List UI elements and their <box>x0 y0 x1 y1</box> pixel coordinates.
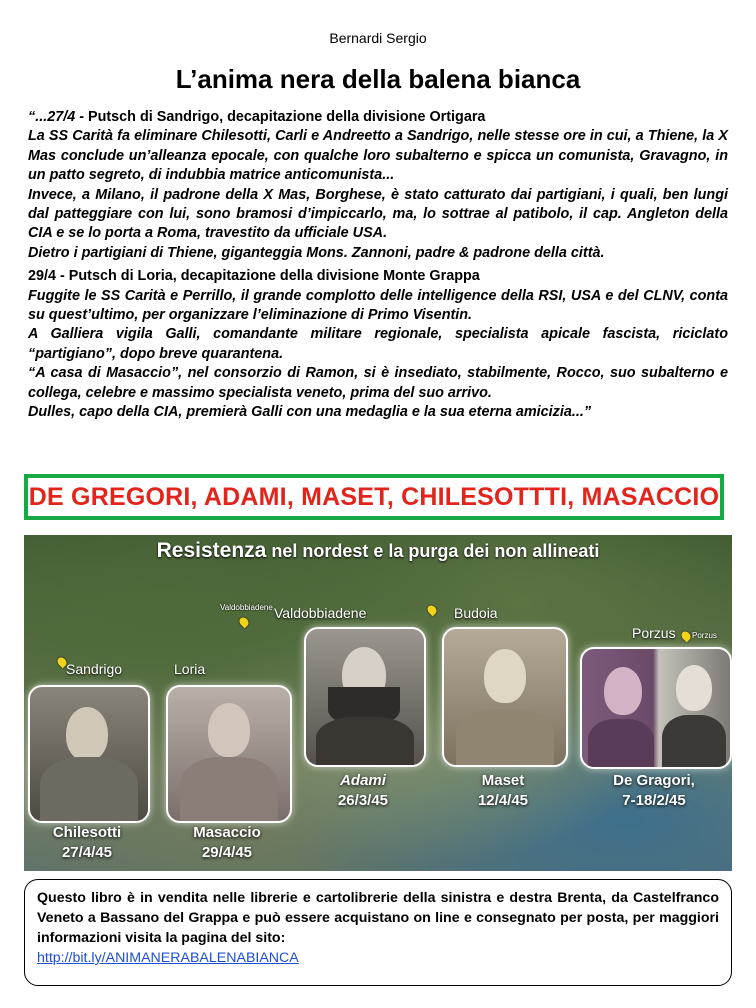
quote-open-date: “...27/4 - <box>28 109 84 125</box>
caption-maset-name: Maset <box>481 772 525 789</box>
caption-de-gregori-date: 7-18/2/45 <box>622 792 686 809</box>
body-text <box>28 108 728 423</box>
names-banner <box>24 474 724 520</box>
paragraph-4: Dietro i partigiani di Thiene, giganteggia Mons. Zannoni, padre & padrone della città. <box>28 244 605 261</box>
portrait-masaccio <box>166 685 292 823</box>
paragraph-1 <box>28 108 728 127</box>
document-title: L’anima nera della balena bianca <box>175 64 581 94</box>
place-valdobbiadene: Valdobbiadene <box>274 605 367 621</box>
names-banner-text: DE GREGORI, ADAMI, MASET, CHILESOTTTI, MASACCIO <box>28 482 720 511</box>
portrait-de-gregori <box>580 647 732 769</box>
paragraph-3: Invece, a Milano, il padrone della X Mas, Borghese, è stato catturato dai partigiani, i quali, ben lungi dal patteggiare con lui, sono bramosi d’impiccarlo, ma, lo sottrae al patibolo, il cap. Angleton della CIA e se lo porta a Roma, travestito da ufficiale USA. <box>28 186 728 242</box>
book-info-box <box>24 879 732 986</box>
portrait-chilesotti <box>28 685 150 823</box>
paragraph-7: A Galliera vigila Galli, comandante militare regionale, specialista apicale fascista, riciclato “partigiano”, dopo breve quarantena. <box>28 326 728 362</box>
place-loria: Loria <box>174 661 206 677</box>
resistance-map-image <box>24 535 732 871</box>
caption-masaccio-name: Masaccio <box>193 824 261 841</box>
caption-chilesotti-date: 27/4/45 <box>61 844 113 861</box>
place-porzus: Porzus <box>632 625 676 641</box>
paragraph-9: Dulles, capo della CIA, premierà Galli con una medaglia e la sua eterna amicizia...” <box>28 404 592 421</box>
paragraph-8: “A casa di Masaccio”, nel consorzio di Ramon, si è insediato, stabilmente, Rocco, suo subalterno e collega, celebre e massimo specialista veneto, prima del suo arrivo. <box>28 365 728 401</box>
map-title-main: Resistenza <box>156 539 267 562</box>
caption-maset-date: 12/4/45 <box>477 792 529 809</box>
caption-de-gregori <box>580 771 728 811</box>
caption-maset <box>442 771 564 811</box>
map-pin-icon <box>426 604 439 617</box>
caption-chilesotti <box>28 823 146 863</box>
caption-masaccio <box>166 823 288 863</box>
map-pin-icon <box>680 630 693 643</box>
section-heading-sandrigo: Putsch di Sandrigo, decapitazione della divisione Ortigara <box>84 109 486 125</box>
pin-label-valdobbiadene: Valdobbiadene <box>220 603 273 612</box>
map-pin-icon <box>238 616 251 629</box>
caption-masaccio-date: 29/4/45 <box>201 844 253 861</box>
book-info-text: Questo libro è in vendita nelle librerie e cartolibrerie della sinistra e destra Brenta, da Castelfranco Veneto a Bassano del Grappa e può essere acquistano on line e consegnato per posta, per maggiori informazioni visita la pagina del sito: <box>37 890 719 946</box>
place-sandrigo: Sandrigo <box>66 661 123 677</box>
author-name: Bernardi Sergio <box>329 30 427 46</box>
caption-adami <box>304 771 422 811</box>
map-title-sub: nel nordest e la purga dei non allineati <box>266 541 600 561</box>
caption-adami-name: Adami <box>340 772 386 789</box>
map-title <box>24 539 732 563</box>
paragraph-2: La SS Carità fa eliminare Chilesotti, Carli e Andreetto a Sandrigo, nelle stesse ore in cui, a Thiene, la X Mas conclude un’alleanza epocale, con qualche loro subalterno e spicca un comunista, Gravagno, in un patto segreto, di indubbia matrice anticomunista... <box>28 128 728 184</box>
portrait-adami <box>304 627 426 767</box>
caption-de-gregori-name: De Gragori, <box>613 772 695 789</box>
place-budoia: Budoia <box>454 605 498 621</box>
section-heading-loria: 29/4 - Putsch di Loria, decapitazione della divisione Monte Grappa <box>28 268 480 285</box>
caption-adami-date: 26/3/45 <box>337 792 389 809</box>
paragraph-6: Fuggite le SS Carità e Perrillo, il grande complotto delle intelligence della RSI, USA e del CLNV, conta su quest’ultimo, per organizzare l’eliminazione di Primo Visentin. <box>28 287 728 324</box>
pin-label-porzus: Porzus <box>692 631 717 640</box>
portrait-maset <box>442 627 568 767</box>
caption-chilesotti-name: Chilesotti <box>52 824 122 841</box>
book-info-link[interactable]: http://bit.ly/ANIMANERABALENABIANCA <box>37 950 299 966</box>
